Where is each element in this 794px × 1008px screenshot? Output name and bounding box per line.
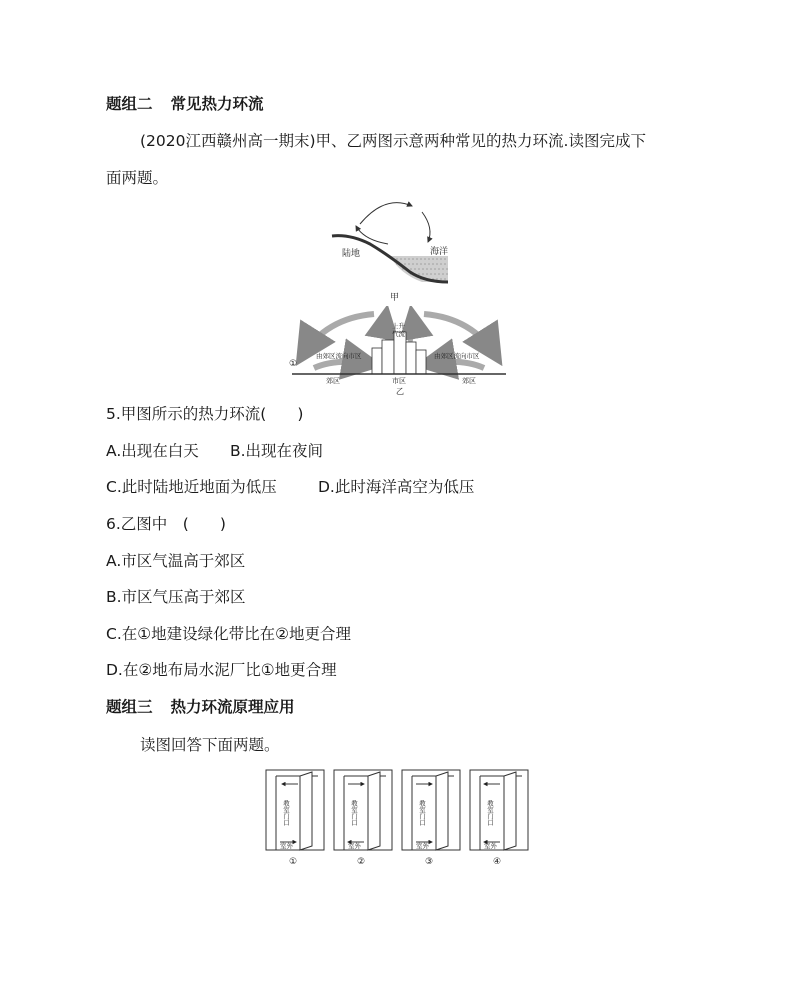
question-6-option-a: A.市区气温高于郊区 bbox=[106, 552, 246, 570]
left-flow-label: 由郊区流向市区 bbox=[316, 352, 362, 360]
figure-jia bbox=[330, 196, 460, 306]
rising-air-label-2: 气流 bbox=[392, 330, 405, 338]
door-4-outside-label: 室外 bbox=[484, 842, 497, 850]
figure-caption-yi: 乙 bbox=[396, 387, 404, 396]
question-5-option-d: D.此时海洋高空为低压 bbox=[318, 478, 475, 496]
section-label: 题组二 bbox=[106, 95, 153, 113]
question-5-option-a: A.出现在白天 bbox=[106, 442, 199, 460]
question-6-option-b: B.市区气压高于郊区 bbox=[106, 588, 246, 606]
section-heading-3 bbox=[106, 697, 295, 717]
question-6-stem: 6.乙图中 ( ) bbox=[106, 515, 226, 533]
section-heading-2 bbox=[106, 94, 264, 114]
section-3-intro: 读图回答下面两题。 bbox=[140, 736, 280, 754]
door-3-outside-label: 室外 bbox=[416, 842, 429, 850]
question-6-option-d: D.在②地布局水泥厂比①地更合理 bbox=[106, 661, 337, 679]
sea-label: 海洋 bbox=[430, 247, 449, 257]
right-flow-label: 由郊区流向市区 bbox=[434, 352, 480, 360]
suburb-right-label: 郊区 bbox=[462, 377, 476, 385]
question-5-option-b: B.出现在夜间 bbox=[230, 442, 324, 460]
door-diagram-3 bbox=[402, 770, 460, 867]
door-2-inside-label: 教室门口 bbox=[350, 800, 358, 826]
city-buildings bbox=[372, 332, 426, 374]
door-2-caption: ② bbox=[357, 857, 366, 867]
door-4-caption: ④ bbox=[493, 857, 502, 867]
door-2-outside-label: 室外 bbox=[348, 842, 361, 850]
city-label: 市区 bbox=[392, 377, 406, 385]
door-1-outside-label: 室外 bbox=[280, 842, 293, 850]
door-3-caption: ③ bbox=[425, 857, 434, 867]
intro-text: (2020江西赣州高一期末)甲、乙两图示意两种常见的热力环流.读图完成下 bbox=[140, 132, 646, 150]
door-1-inside-label: 教室门口 bbox=[282, 800, 290, 826]
door-4-inside-label: 教室门口 bbox=[486, 800, 494, 826]
question-5-stem: 5.甲图所示的热力环流( ) bbox=[106, 405, 304, 423]
suburb-left-label: 郊区 bbox=[326, 377, 340, 385]
marker-1: ① bbox=[289, 359, 298, 369]
door-3-inside-label: 教室门口 bbox=[418, 800, 426, 826]
door-diagram-2 bbox=[334, 770, 392, 867]
land-label: 陆地 bbox=[342, 249, 361, 259]
figure-yi bbox=[286, 306, 512, 396]
circulation-arrows bbox=[356, 203, 430, 244]
figure-caption-jia: 甲 bbox=[390, 293, 400, 303]
section-label: 题组三 bbox=[106, 698, 153, 716]
intro-text-continued: 面两题。 bbox=[106, 169, 169, 187]
door-diagram-1 bbox=[266, 770, 324, 867]
section-title: 常见热力环流 bbox=[170, 95, 264, 113]
door-figures bbox=[262, 768, 532, 868]
section-title: 热力环流原理应用 bbox=[170, 698, 295, 716]
rising-air-label-1: 上升 bbox=[392, 322, 405, 330]
door-1-caption: ① bbox=[289, 857, 298, 867]
question-6-option-c: C.在①地建设绿化带比在②地更合理 bbox=[106, 625, 352, 643]
door-diagram-4 bbox=[470, 770, 528, 867]
question-5-option-c: C.此时陆地近地面为低压 bbox=[106, 478, 277, 496]
